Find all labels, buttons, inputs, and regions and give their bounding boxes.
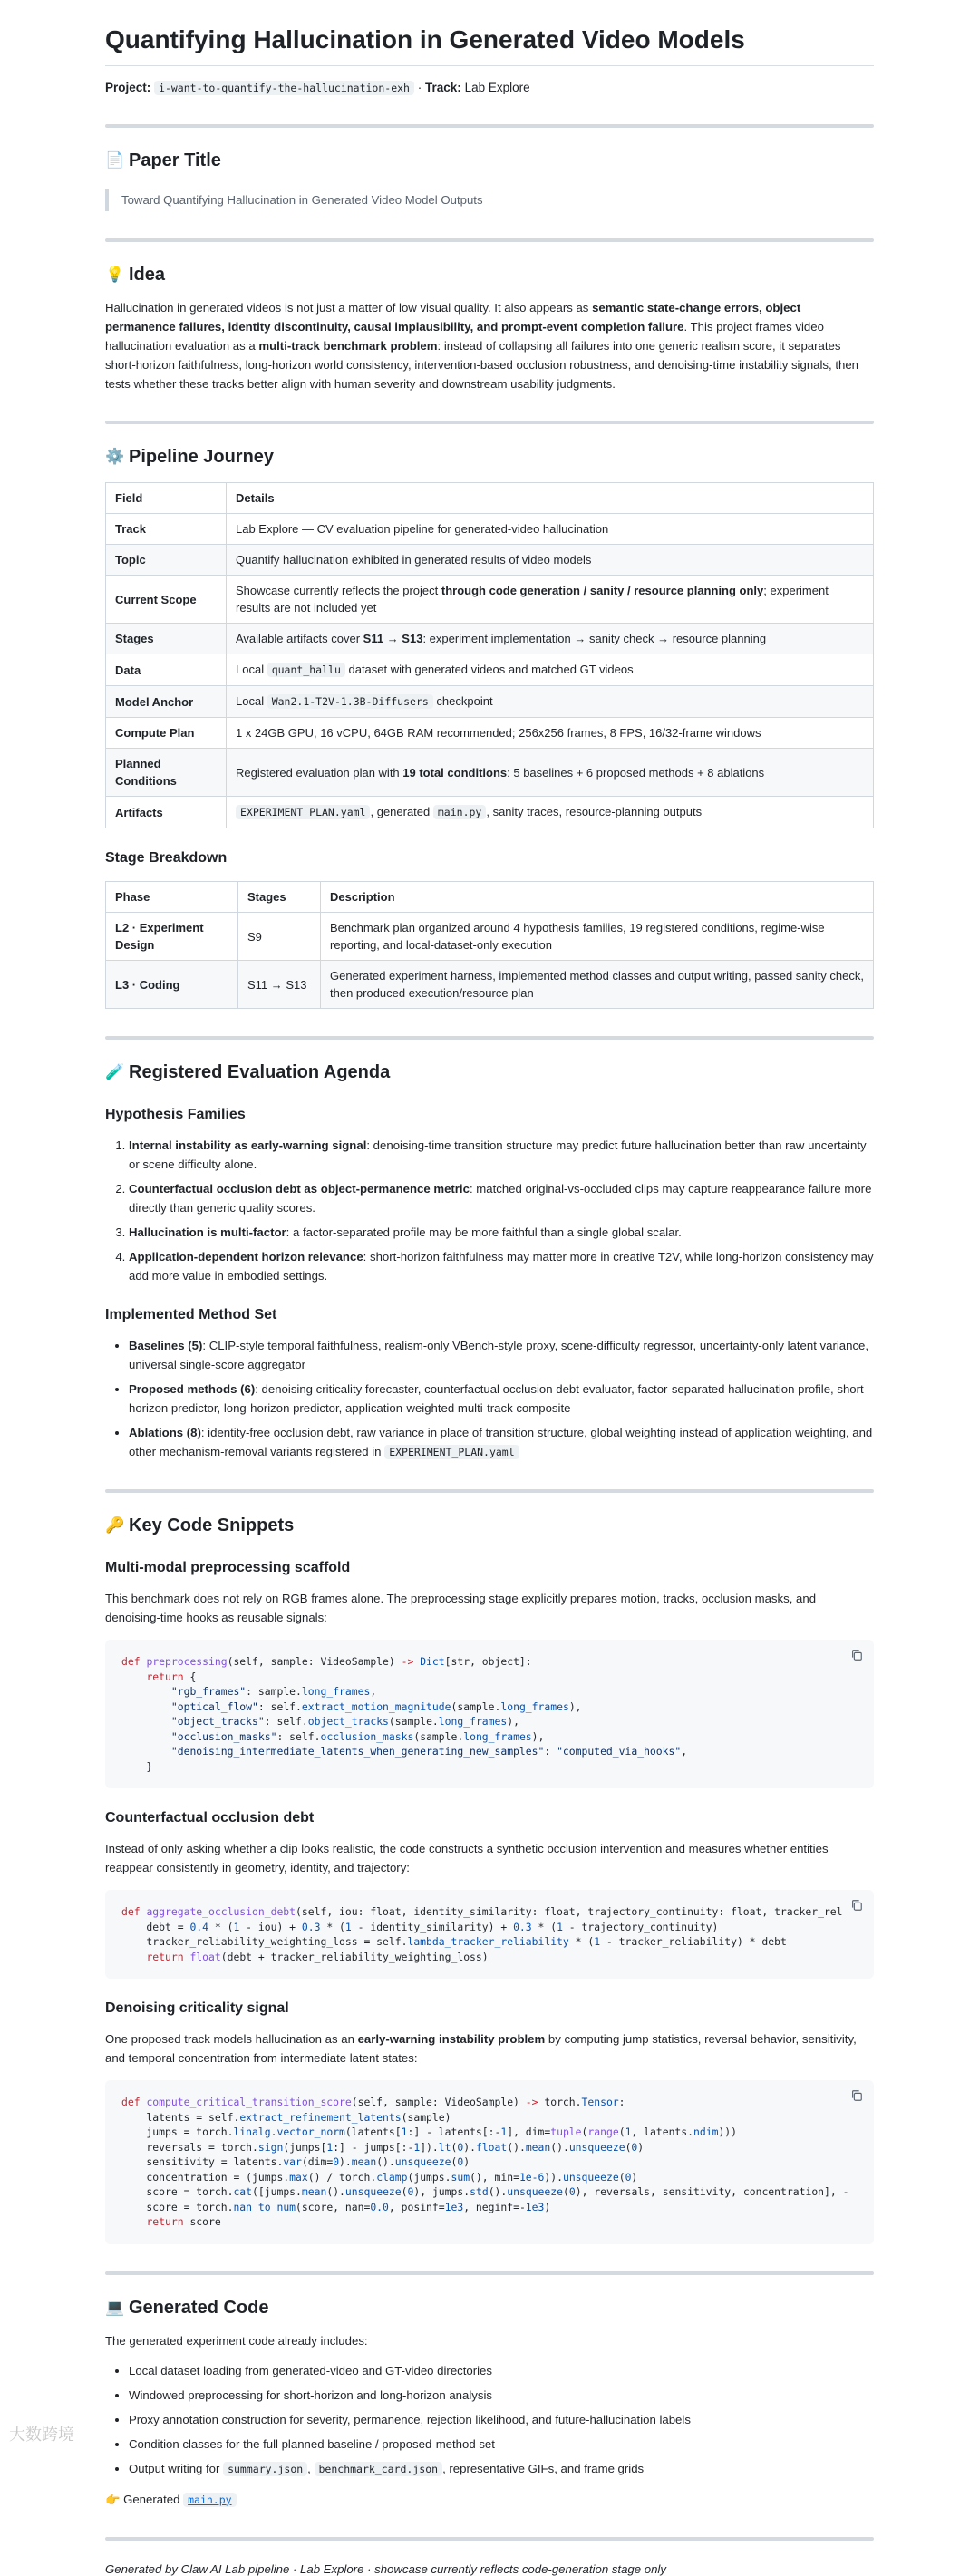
laptop-icon: 💻 — [105, 2298, 125, 2316]
list-item: • Baselines (5): CLIP-style temporal faithfulness, realism-only VBench-style proxy, scene-difficulty regressor, uncertainty-only latent variance, universal single-score aggregator — [129, 1336, 874, 1374]
idea-paragraph: Hallucination in generated videos is not just a matter of low visual quality. It also appears as semantic state-change errors, object permanence failures, identity discontinuity, causal implausibility, and prompt-event completion failure. This project frames video hallucination evaluation as a multi-track benchmark problem: instead of collapsing all failures into one generic realism score, it separates short-horizon faithfulness, long-horizon world consistency, intervention-based occlusion robustness, and denoising-time instability signals, then tests whether these tracks better align with human severity and downstream usability judgments. — [105, 301, 859, 391]
list-item: • Output writing for summary.json , benchmark_card.json , representative GIFs, and frame grids — [129, 2459, 874, 2479]
list-item: 2. Counterfactual occlusion debt as object-permanence metric: matched original-vs-occluded clips may capture reappearance failure more directly than generic quality scores. — [129, 1179, 874, 1217]
footer-note: Generated by Claw AI Lab pipeline · Lab Explore · showcase currently reflects code-generation stage only — [105, 2561, 666, 2576]
method-set-heading: Implemented Method Set — [105, 1307, 277, 1322]
section-heading-agenda: 🧪 Registered Evaluation Agenda — [105, 1060, 874, 1085]
project-label: Project: — [105, 81, 151, 94]
copy-icon[interactable] — [850, 1899, 863, 1912]
table-row: Stages Available artifacts cover S11 → S13: experiment implementation → sanity check → resource planning — [106, 624, 874, 654]
table-header: Description — [321, 882, 874, 913]
table-row: Artifacts EXPERIMENT_PLAN.yaml , generated main.py , sanity traces, resource-planning outputs — [106, 797, 874, 828]
track-label: Track: — [425, 81, 461, 94]
snippet-heading: Counterfactual occlusion debt — [105, 1810, 315, 1825]
table-header: Details — [227, 483, 874, 514]
list-item: • Proxy annotation construction for severity, permanence, rejection likelihood, and future-hallucination labels — [129, 2410, 874, 2429]
document — [105, 0, 874, 2576]
snippet-description: Instead of only asking whether a clip looks realistic, the code constructs a synthetic occlusion intervention and measures whether entities reappear consistently in geometry, identity, and trajectory: — [105, 1842, 829, 1874]
stage-breakdown-heading: Stage Breakdown — [105, 850, 228, 866]
section-heading-paper-title: 📄 Paper Title — [105, 148, 874, 173]
list-item: • Ablations (8): identity-free occlusion debt, raw variance in place of transition structure, global weighting instead of application weighting, and other mechanism-removal variants registered in EXPERIMENT_PLAN.yaml — [129, 1423, 874, 1462]
page-title: Quantifying Hallucination in Generated Video Models — [105, 24, 874, 66]
section-heading-pipeline: ⚙️ Pipeline Journey — [105, 444, 874, 470]
pipeline-table — [105, 482, 874, 828]
section-heading-idea: 💡 Idea — [105, 262, 874, 287]
divider — [105, 2271, 874, 2275]
table-row: Topic Quantify hallucination exhibited in generated results of video models — [106, 545, 874, 576]
list-item: • Local dataset loading from generated-video and GT-video directories — [129, 2361, 874, 2380]
list-item: • Condition classes for the full planned baseline / proposed-method set — [129, 2435, 874, 2454]
divider — [105, 124, 874, 128]
table-row: Current Scope Showcase currently reflects the project through code generation / sanity / resource planning only; experiment results are not included yet — [106, 576, 874, 624]
project-code: i-want-to-quantify-the-hallucination-exh — [154, 81, 414, 95]
page-icon: 📄 — [105, 151, 125, 169]
meta-line — [105, 79, 874, 97]
divider — [105, 238, 874, 242]
copy-icon[interactable] — [850, 2089, 863, 2102]
list-item: • Proposed methods (6): denoising criticality forecaster, counterfactual occlusion debt evaluator, factor-separated hallucination profile, short-horizon predictor, long-horizon predictor, application-weighted multi-track composite — [129, 1380, 874, 1418]
table-header: Field — [106, 483, 227, 514]
lightbulb-icon: 💡 — [105, 266, 125, 283]
divider — [105, 421, 874, 424]
divider — [105, 1036, 874, 1040]
hypothesis-heading: Hypothesis Families — [105, 1107, 246, 1122]
list-item: 3. Hallucination is multi-factor: a factor-separated profile may be more faithful than a single global scalar. — [129, 1223, 874, 1242]
table-row: Track Lab Explore — CV evaluation pipeline for generated-video hallucination — [106, 514, 874, 545]
key-icon: 🔑 — [105, 1516, 125, 1534]
table-row: Data Local quant_hallu dataset with generated videos and matched GT videos — [106, 654, 874, 686]
snippet-heading: Denoising criticality signal — [105, 2000, 289, 2016]
paper-title-quote: Toward Quantifying Hallucination in Generated Video Model Outputs — [105, 189, 874, 211]
table-row: L3 · Coding S11 → S13 Generated experiment harness, implemented method classes and output writing, passed sanity check, then produced execution/resource plan — [106, 961, 874, 1009]
test-tube-icon: 🧪 — [105, 1063, 125, 1080]
list-item: 4. Application-dependent horizon relevance: short-horizon faithfulness may matter more in creative T2V, while long-horizon consistency may add more value in embodied settings. — [129, 1247, 874, 1285]
generated-file-line: 👉 Generated main.py — [105, 2490, 874, 2510]
table-header: Stages — [238, 882, 321, 913]
copy-icon[interactable] — [850, 1649, 863, 1661]
watermark: 大数跨境 — [9, 2426, 74, 2444]
divider — [105, 2537, 874, 2541]
snippet-description: This benchmark does not rely on RGB frames alone. The preprocessing stage explicitly prepares motion, tracks, occlusion masks, and denoising-time hooks as reusable signals: — [105, 1592, 817, 1624]
pointing-hand-icon: 👉 — [105, 2492, 121, 2506]
divider — [105, 1489, 874, 1493]
snippet-description: One proposed track models hallucination as an early-warning instability problem by computing jump statistics, reversal behavior, sensitivity, and temporal concentration from intermediate latent states: — [105, 2032, 857, 2065]
snippet-heading: Multi-modal preprocessing scaffold — [105, 1560, 351, 1575]
table-row: Compute Plan 1 x 24GB GPU, 16 vCPU, 64GB RAM recommended; 256x256 frames, 8 FPS, 16/32-frame windows — [106, 718, 874, 749]
code-block: def preprocessing(self, sample: VideoSample) -> Dict[str, object]: return { "rgb_frames": sample.long_frames, "optical_flow": self.extract_motion_magnitude(sample.long_frames), "object_tracks": self.object_tracks(sample.long_frames), "occlusion_masks": self.occlusion_masks(sample.long_frames), "denoising_intermediate_latents_when_generating_new_samples": "computed_via_hooks", } — [105, 1640, 874, 1788]
method-list — [105, 1336, 874, 1462]
generated-intro: The generated experiment code already includes: — [105, 2333, 368, 2348]
code-block: def compute_critical_transition_score(self, sample: VideoSample) -> torch.Tensor: latents = self.extract_refinement_latents(sample) jumps = torch.linalg.vector_norm(latents[1:] - latents[:-1], dim=tuple(range(1, latents.ndim))) reversals = torch.sign(jumps[1:] - jumps[:-1]).lt(0).float().mean().unsqueeze(0) sensitivity = latents.var(dim=0).mean().unsqueeze(0) concentration = (jumps.max() / torch.clamp(jumps.sum(), min=1e-6)).unsqueeze(0) score = torch.cat([jumps.mean().unsqueeze(0), jumps.std().unsqueeze(0), reversals, sensitivity, concentration], - score = torch.nan_to_num(score, nan=0.0, posinf=1e3, neginf=-1e3) return score — [105, 2080, 874, 2244]
stage-table — [105, 881, 874, 1009]
section-heading-generated: 💻 Generated Code — [105, 2295, 874, 2320]
gear-icon: ⚙️ — [105, 448, 125, 465]
table-row: L2 · Experiment Design S9 Benchmark plan organized around 4 hypothesis families, 19 registered conditions, regime-wise reporting, and local-dataset-only execution — [106, 913, 874, 961]
table-row: Model Anchor Local Wan2.1-T2V-1.3B-Diffusers checkpoint — [106, 686, 874, 718]
list-item: 1. Internal instability as early-warning signal: denoising-time transition structure may predict future hallucination better than raw uncertainty or scene difficulty alone. — [129, 1136, 874, 1174]
list-item: • Windowed preprocessing for short-horizon and long-horizon analysis — [129, 2386, 874, 2405]
code-block: def aggregate_occlusion_debt(self, iou: float, identity_similarity: float, trajectory_continuity: float, tracker_rel debt = 0.4 * (1 - iou) + 0.3 * (1 - identity_similarity) + 0.3 * (1 - trajectory_continuity) tracker_reliability_weighting_loss = self.lambda_tracker_reliability * (1 - tracker_reliability) * debt return float(debt + tracker_reliability_weighting_loss) — [105, 1890, 874, 1979]
table-row: Planned Conditions Registered evaluation plan with 19 total conditions: 5 baselines + 6 proposed methods + 8 ablations — [106, 749, 874, 797]
generated-list — [105, 2361, 874, 2479]
section-heading-snippets: 🔑 Key Code Snippets — [105, 1513, 874, 1538]
meta-separator: · — [417, 81, 422, 94]
track-value: Lab Explore — [464, 81, 530, 94]
main-py-link[interactable]: main.py — [183, 2493, 236, 2506]
hypothesis-list — [105, 1136, 874, 1285]
table-header: Phase — [106, 882, 238, 913]
